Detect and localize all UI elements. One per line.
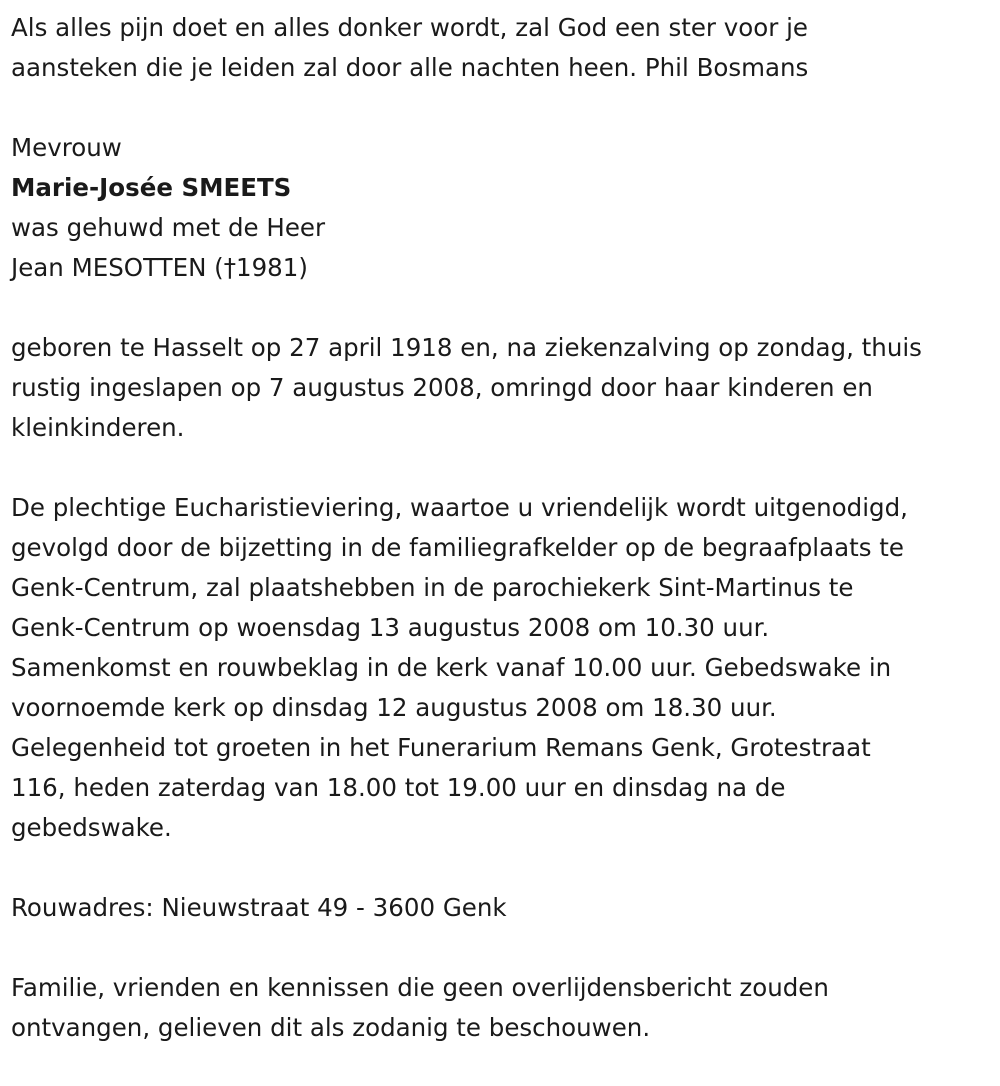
ceremony-line: De plechtige Eucharistieviering, waartoe u vriendelijk wordt uitgenodigd,: [11, 493, 908, 522]
birth-death-line: rustig ingeslapen op 7 augustus 2008, omringd door haar kinderen en: [11, 373, 873, 402]
spacer: [11, 448, 996, 488]
quote-block: [11, 8, 996, 88]
spacer: [11, 928, 996, 968]
spouse-name: Jean MESOTTEN (†1981): [11, 253, 308, 282]
ceremony-line: gevolgd door de bijzetting in de familiegrafkelder op de begraafplaats te: [11, 533, 904, 562]
deceased-name: Marie-Josée SMEETS: [11, 173, 292, 202]
closing-line: ontvangen, gelieven dit als zodanig te beschouwen.: [11, 1013, 651, 1042]
quote-line: Als alles pijn doet en alles donker wordt, zal God een ster voor je: [11, 13, 808, 42]
birth-death-line: kleinkinderen.: [11, 413, 185, 442]
ceremony-line: gebedswake.: [11, 813, 172, 842]
spacer: [11, 848, 996, 888]
quote-line: aansteken die je leiden zal door alle nachten heen. Phil Bosmans: [11, 53, 809, 82]
ceremony-line: voornoemde kerk op dinsdag 12 augustus 2008 om 18.30 uur.: [11, 693, 777, 722]
ceremony-line: Genk-Centrum, zal plaatshebben in de parochiekerk Sint-Martinus te: [11, 573, 854, 602]
birth-death-block: [11, 328, 996, 448]
relation-text: was gehuwd met de Heer: [11, 213, 326, 242]
closing-line: Familie, vrienden en kennissen die geen overlijdensbericht zouden: [11, 973, 829, 1002]
birth-death-line: geboren te Hasselt op 27 april 1918 en, na ziekenzalving op zondag, thuis: [11, 333, 922, 362]
ceremony-line: Samenkomst en rouwbeklag in de kerk vanaf 10.00 uur. Gebedswake in: [11, 653, 892, 682]
mourning-address: Rouwadres: Nieuwstraat 49 - 3600 Genk: [11, 893, 507, 922]
closing-block: [11, 968, 996, 1048]
deceased-title: Mevrouw: [11, 133, 122, 162]
ceremony-line: Genk-Centrum op woensdag 13 augustus 2008 om 10.30 uur.: [11, 613, 770, 642]
ceremony-block: [11, 488, 996, 848]
address-block: [11, 888, 996, 928]
deceased-block: [11, 128, 996, 288]
spacer: [11, 88, 996, 128]
spacer: [11, 288, 996, 328]
obituary-notice: [11, 8, 996, 1048]
ceremony-line: Gelegenheid tot groeten in het Funerarium Remans Genk, Grotestraat: [11, 733, 871, 762]
ceremony-line: 116, heden zaterdag van 18.00 tot 19.00 uur en dinsdag na de: [11, 773, 786, 802]
